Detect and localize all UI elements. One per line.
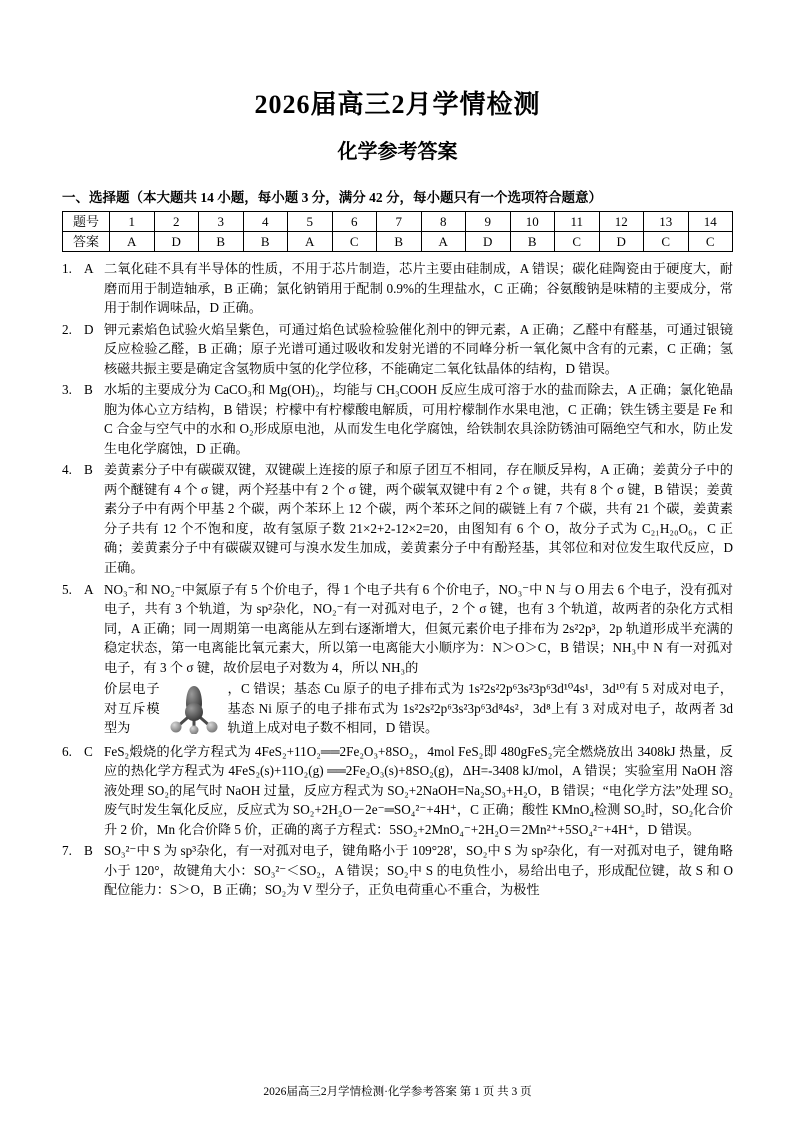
cell-qnum: 2 (154, 212, 199, 232)
cell-qnum: 3 (199, 212, 244, 232)
page-footer: 2026届高三2月学情检测·化学参考答案 第 1 页 共 3 页 (263, 1086, 532, 1098)
question-explanation (104, 460, 733, 577)
question-number: 7. (62, 843, 72, 859)
cell-qnum: 11 (555, 212, 600, 232)
explanation-paragraph: 水垢的主要成分为 CaCO₃和 Mg(OH)₂，均能与 CH₃COOH 反应生成可溶于水的盐而除去，A 正确；氯化铯晶胞为体心立方结构，B 错误；柠檬中有柠檬酸电解质，可用柠檬制作水果电池，C 正确；铁生锈主要是 Fe 和 C 合金与空气中的水和 O₂形成原电池，从而发生电化学腐蚀，给铁制农具涂防锈油可隔绝空气和水，防止发生电化学腐蚀，D 正确。 (104, 382, 733, 456)
question-answer: C (84, 743, 93, 759)
question-answer: A (84, 261, 94, 276)
question-explanation (104, 841, 733, 900)
question-answer: B (84, 843, 93, 859)
explanation-paragraph: SO₃²⁻中 S 为 sp³杂化，有一对孤对电子，键角略小于 109°28'，SO₂中 S 为 sp²杂化，有一对孤对电子，键角略小于 120°，故键角大小：SO₃²⁻＜SO₂，A 错误；SO₂中 S 的电负性小，易给出电子，形成配位键，故 S 和 O 配位能力：S＞O，B 正确；SO₂为 V 型分子，正负电荷重心不重合，为极性 (104, 843, 733, 898)
list-item (62, 320, 733, 379)
question-number: 4. (62, 462, 72, 478)
cell-qnum: 4 (243, 212, 288, 232)
question-answer: B (84, 462, 93, 478)
question-number: 2. (62, 321, 72, 337)
section-heading: 一、选择题（本大题共 14 小题，每小题 3 分，满分 42 分，每小题只有一个选项符合题意） (62, 190, 602, 205)
cell-qnum: 1 (110, 212, 155, 232)
table-row-answers (63, 232, 733, 252)
question-explanation (104, 259, 733, 318)
cell-qnum: 5 (288, 212, 333, 232)
question-explanation (104, 580, 733, 740)
cell-answer: C (644, 232, 689, 252)
cell-qnum: 8 (421, 212, 466, 232)
vsepr-tetrahedral-model-icon (164, 682, 224, 734)
list-item (62, 742, 733, 840)
row-label-answer: 答案 (63, 232, 110, 252)
vsepr-figure-line (104, 679, 733, 738)
question-answer: B (84, 382, 93, 398)
explanations-list (62, 259, 733, 900)
explanation-paragraph: 钾元素焰色试验火焰呈紫色，可通过焰色试验检验催化剂中的钾元素，A 正确；乙醛中有醛基，可通过银镜反应检验乙醛，B 正确；原子光谱可通过吸收和发射光谱的不同峰分析一氧化氮中含有的元素，C 正确；氢核磁共振主要是确定含氢物质中氢的化学位移，不能确定二氧化钛晶体的结构，D 错误。 (104, 321, 733, 376)
cell-answer: A (288, 232, 333, 252)
cell-qnum: 10 (510, 212, 555, 232)
cell-answer: A (110, 232, 155, 252)
cell-qnum: 9 (466, 212, 511, 232)
cell-qnum: 12 (599, 212, 644, 232)
page-title: 2026届高三2月学情检测 (254, 90, 541, 119)
list-item (62, 380, 733, 458)
cell-answer: D (154, 232, 199, 252)
cell-qnum: 7 (377, 212, 422, 232)
cell-answer: D (466, 232, 511, 252)
question-answer: A (84, 581, 94, 597)
cell-answer: A (421, 232, 466, 252)
question-explanation (104, 320, 733, 379)
question-answer: D (84, 321, 94, 337)
question-number: 1. (62, 261, 72, 276)
list-item (62, 841, 733, 900)
question-explanation (104, 380, 733, 458)
cell-answer: C (332, 232, 377, 252)
cell-qnum: 6 (332, 212, 377, 232)
answer-key-table (62, 211, 733, 252)
question-number: 3. (62, 382, 72, 398)
explanation-paragraph: 价层电子对互斥模型为 (104, 681, 160, 736)
page-subtitle: 化学参考答案 (337, 141, 458, 163)
list-item (62, 460, 733, 577)
cell-answer: B (199, 232, 244, 252)
explanation-paragraph: ，C 错误；基态 Cu 原子的电子排布式为 1s²2s²2p⁶3s²3p⁶3d¹⁰4s¹，3d¹⁰有 5 对成对电子，基态 Ni 原子的电子排布式为 1s²2s²2p⁶3s²3p⁶3d⁸4s²，3d⁸上有 3 对成对电子，故两者 3d 轨道上成对电子数不相同，D 错误。 (227, 681, 733, 736)
list-item (62, 259, 733, 318)
cell-answer: D (599, 232, 644, 252)
explanation-paragraph: NO₃⁻和 NO₂⁻中氮原子有 5 个价电子，得 1 个电子共有 6 个价电子，NO₃⁻中 N 与 O 用去 6 个电子，没有孤对电子，共有 3 个轨道，为 sp²杂化，NO₂⁻有一对孤对电子，2 个 σ 键，也有 3 个轨道，故两者的杂化方式相同，A 正确；同一周期第一电离能从左到右逐渐增大，但氮元素价电子排布为 2s²2p³，2p 轨道形成半充满的稳定状态，第一电离能比氧元素大，所以第一电离能大小顺序为：N＞O＞C，B 错误；NH₃中 N 有一对孤对电子，有 3 个 σ 键，故价层电子对数为 4，所以 NH₃的 (104, 581, 733, 675)
cell-qnum: 13 (644, 212, 689, 232)
explanation-paragraph: FeS₂煅烧的化学方程式为 4FeS₂+11O₂══2Fe₂O₃+8SO₂，4mol FeS₂即 480gFeS₂完全燃烧放出 3408kJ 热量，反应的热化学方程式为 4FeS₂(s)+11O₂(g) ══2Fe₂O₃(s)+8SO₂(g)，ΔH=-3408 kJ/mol，A 错误；实验室用 NaOH 溶液处理 SO₂的尾气时 NaOH 过量，反应方程式为 SO₂+2NaOH=Na₂SO₃+H₂O，B 错误；“电化学方法”处理 SO₂废气时发生氧化反应，反应式为 SO₂+2H₂O－2e⁻═SO₄²⁻+4H⁺，C 正确；酸性 KMnO₄检测 SO₂时，SO₂化合价升 2 价，Mn 化合价降 5 价，正确的离子方程式：5SO₂+2MnO₄⁻+2H₂O＝2Mn²⁺+5SO₄²⁻+4H⁺，D 错误。 (104, 743, 733, 837)
cell-answer: C (555, 232, 600, 252)
cell-answer: B (377, 232, 422, 252)
cell-answer: B (510, 232, 555, 252)
cell-answer: C (688, 232, 733, 252)
table-row-question-numbers (63, 212, 733, 232)
cell-answer: B (243, 232, 288, 252)
explanation-paragraph: 二氧化硅不具有半导体的性质，不用于芯片制造，芯片主要由硅制成，A 错误；碳化硅陶瓷由于硬度大，耐磨而用于制造轴承，B 正确；氯化钠销用于配制 0.9%的生理盐水，C 正确；谷氨酸钠是味精的主要成分，常用于制作调味品，D 正确。 (104, 261, 733, 316)
cell-qnum: 14 (688, 212, 733, 232)
explanation-paragraph: 姜黄素分子中有碳碳双键，双键碳上连接的原子和原子团互不相同，存在顺反异构，A 正确；姜黄分子中的两个醚键有 4 个 σ 键，两个羟基中有 2 个 σ 键，两个碳氧双键中有 2 个 σ 键，共有 8 个 σ 键，B 错误；姜黄素分子中有两个甲基 2 个碳，两个苯环上 12 个碳，两个苯环之间的碳链上有 7 个碳，共有 21 个碳，姜黄素分子共有 12 个不饱和度，故有氢原子数 21×2+2-12×2=20，由图知有 6 个 O，故分子式为 C₂₁H₂₀O₆，C 正确；姜黄素分子中有碳碳双键可与溴水发生加成，姜黄素分子中有酚羟基，其邻位和对位发生取代反应，D 正确。 (104, 462, 733, 575)
question-explanation (104, 742, 733, 840)
question-number: 5. (62, 581, 72, 597)
question-number: 6. (62, 743, 72, 759)
row-label-question-number: 题号 (63, 212, 110, 232)
list-item (62, 580, 733, 740)
